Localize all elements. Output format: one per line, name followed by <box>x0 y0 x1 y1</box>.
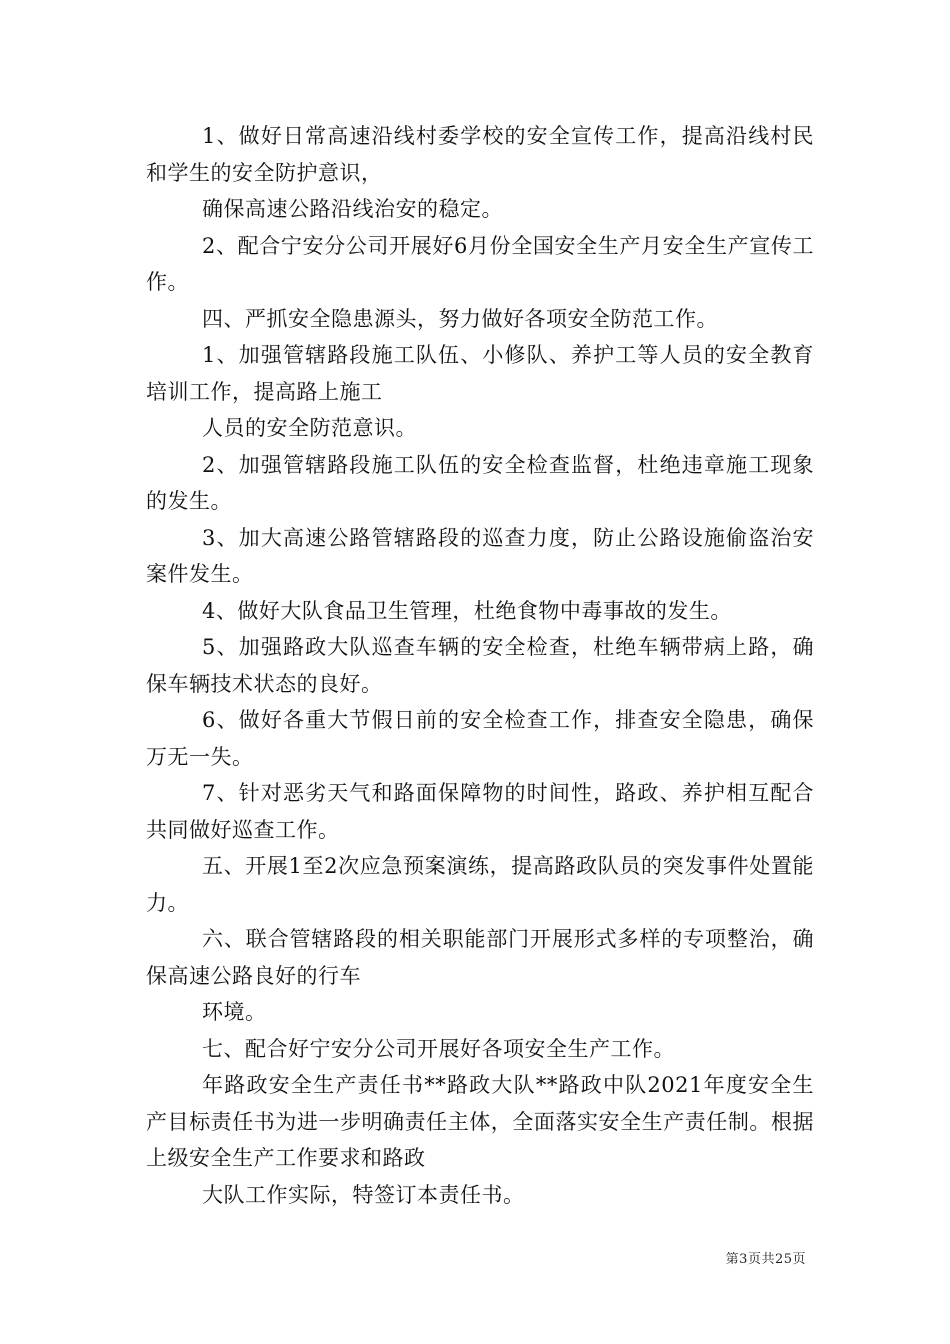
paragraph-2: 确保高速公路沿线治安的稳定。 <box>202 197 503 221</box>
section-heading-6: 六、联合管辖路段的相关职能部门开展形式多样的专项整治，确保高速公路良好的行车 <box>146 927 814 988</box>
section-heading-5: 五、开展1至2次应急预案演练，提高路政队员的突发事件处置能力。 <box>146 854 814 915</box>
section-heading-7: 七、配合好宁安分公司开展好各项安全生产工作。 <box>202 1036 675 1061</box>
paragraph-3: 2、配合宁安分公司开展好6月份全国安全生产月安全生产宣传工作。 <box>146 233 814 294</box>
paragraph-5: 1、加强管辖路段施工队伍、小修队、养护工等人员的安全教育培训工作，提高路上施工 <box>146 343 814 404</box>
paragraph-8: 3、加大高速公路管辖路段的巡查力度，防止公路设施偷盗治安案件发生。 <box>146 525 814 586</box>
document-body <box>146 118 814 1213</box>
paragraph-1: 1、做好日常高速沿线村委学校的安全宣传工作，提高沿线村民和学生的安全防护意识， <box>146 124 814 185</box>
section-heading-4: 四、严抓安全隐患源头，努力做好各项安全防范工作。 <box>202 306 718 331</box>
paragraph-6: 人员的安全防范意识。 <box>202 416 417 440</box>
paragraph-9: 4、做好大队食品卫生管理，杜绝食物中毒事故的发生。 <box>202 598 732 623</box>
paragraph-15: 环境。 <box>202 1000 267 1024</box>
paragraph-18: 大队工作实际，特签订本责任书。 <box>202 1182 525 1207</box>
paragraph-7: 2、加强管辖路段施工队伍的安全检查监督，杜绝违章施工现象的发生。 <box>146 452 814 513</box>
page-number: 第3页共25页 <box>725 1252 806 1267</box>
paragraph-11: 6、做好各重大节假日前的安全检查工作，排查安全隐患，确保万无一失。 <box>146 708 814 769</box>
paragraph-17: 年路政安全生产责任书**路政大队**路政中队2021年度安全生产目标责任书为进一步明确责任主体，全面落实安全生产责任制。根据上级安全生产工作要求和路政 <box>146 1073 814 1170</box>
paragraph-12: 7、针对恶劣天气和路面保障物的时间性，路政、养护相互配合共同做好巡查工作。 <box>146 781 814 842</box>
paragraph-10: 5、加强路政大队巡查车辆的安全检查，杜绝车辆带病上路，确保车辆技术状态的良好。 <box>146 635 814 696</box>
